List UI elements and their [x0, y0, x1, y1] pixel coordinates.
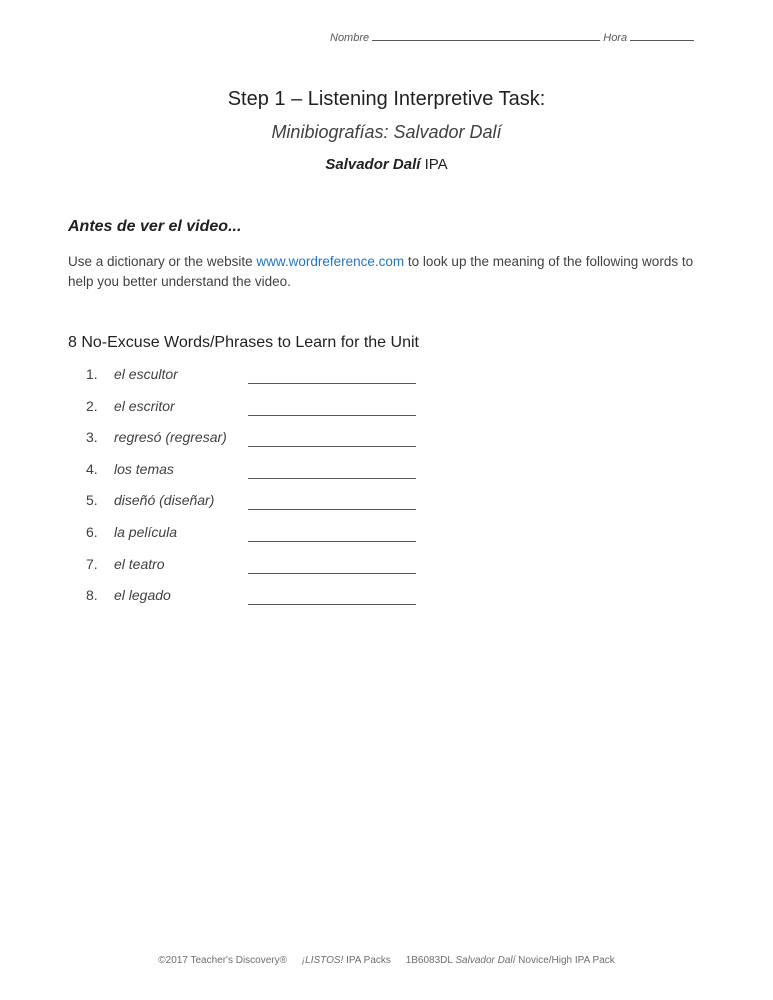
section-heading: Antes de ver el video...: [68, 218, 242, 235]
answer-blank[interactable]: [248, 430, 416, 447]
page-subtitle: Minibiografías: Salvador Dalí: [271, 122, 502, 142]
footer-series-italic: ¡LISTOS!: [301, 955, 344, 966]
item-word: diseñó (diseñar): [114, 492, 215, 509]
name-blank[interactable]: [372, 30, 600, 41]
item-word: el escritor: [114, 397, 175, 414]
list-item: [86, 556, 416, 588]
ipa-subtitle-suffix: IPA: [420, 156, 448, 173]
item-word: los temas: [114, 460, 174, 477]
name-label: Nombre: [330, 32, 370, 44]
item-number: 5.: [86, 492, 98, 509]
footer-series: [302, 955, 391, 966]
list-item: [86, 524, 416, 556]
instructions-after: to look up the meaning of the following words to help you better understand the video.: [68, 254, 694, 289]
item-word: el teatro: [114, 555, 165, 572]
answer-blank[interactable]: [248, 367, 416, 384]
item-word: la película: [114, 523, 178, 540]
footer-product-italic: Salvador Dalí: [455, 955, 516, 966]
footer-product-rest: Novice/High IPA Pack: [515, 955, 615, 966]
hour-label: Hora: [603, 32, 628, 44]
list-item: [86, 366, 416, 398]
answer-blank[interactable]: [248, 557, 416, 574]
answer-blank[interactable]: [248, 588, 416, 605]
ipa-subtitle-name: Salvador Dalí: [325, 156, 421, 173]
vocab-list: [86, 366, 416, 619]
answer-blank[interactable]: [248, 525, 416, 542]
list-item: [86, 492, 416, 524]
hour-blank[interactable]: [630, 30, 694, 41]
item-number: 2.: [86, 397, 98, 414]
item-word: regresó (regresar): [114, 429, 227, 446]
footer-product: [406, 955, 615, 966]
item-word: el legado: [114, 587, 171, 604]
name-hour-header: [330, 30, 710, 44]
answer-blank[interactable]: [248, 493, 416, 510]
item-number: 1.: [86, 366, 98, 382]
list-item: [86, 587, 416, 619]
instructions: [68, 252, 708, 292]
item-number: 6.: [86, 523, 98, 540]
wordreference-link[interactable]: www.wordreference.com: [256, 254, 405, 269]
list-item: [86, 429, 416, 461]
footer-copyright: ©2017 Teacher's Discovery®: [158, 955, 288, 966]
item-number: 8.: [86, 587, 98, 604]
item-word: el escultor: [114, 366, 178, 382]
item-number: 3.: [86, 429, 98, 446]
item-number: 4.: [86, 460, 98, 477]
item-number: 7.: [86, 555, 98, 572]
answer-blank[interactable]: [248, 399, 416, 416]
page-title: Step 1 – Listening Interpretive Task:: [227, 88, 546, 110]
page-footer: [0, 955, 773, 966]
list-item: [86, 398, 416, 430]
instructions-before: Use a dictionary or the website: [68, 254, 257, 269]
footer-code: 1B6083DL: [405, 955, 456, 966]
answer-blank[interactable]: [248, 462, 416, 479]
list-item: [86, 461, 416, 493]
vocab-list-heading: 8 No-Excuse Words/Phrases to Learn for the Unit: [68, 334, 419, 351]
footer-series-rest: IPA Packs: [343, 955, 391, 966]
ipa-subtitle: [0, 156, 773, 173]
